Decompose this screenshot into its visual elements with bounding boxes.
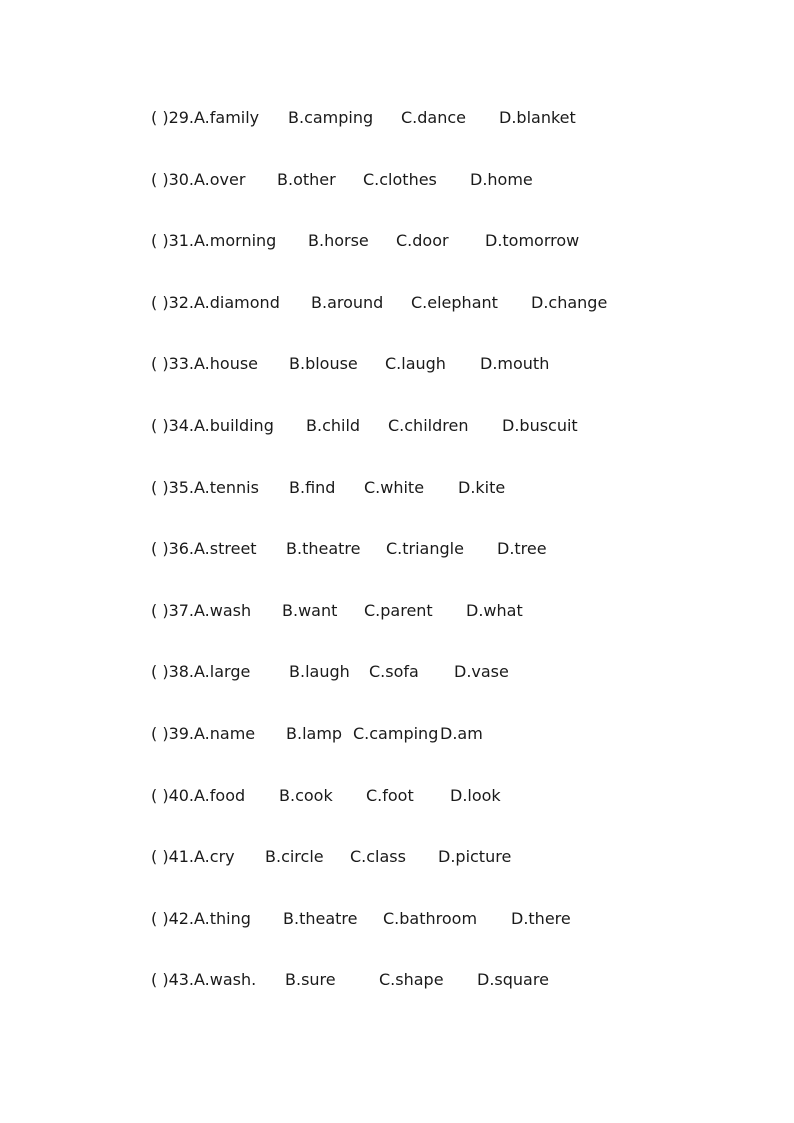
answer-option: D.buscuit [502,415,578,435]
answer-option: C.elephant [411,292,498,312]
answer-option: D.tree [497,539,547,559]
answer-option: D.mouth [480,354,550,374]
question-row [151,845,751,907]
answer-option: B.horse [308,231,369,251]
answer-option: B.other [277,169,336,189]
question-stem: ( )38.A.large [151,662,251,682]
question-row [151,722,751,784]
answer-option: C.foot [366,785,414,805]
question-row [151,414,751,476]
answer-option: C.shape [379,970,444,990]
answer-option: B.circle [265,847,324,867]
answer-option: D.look [450,785,501,805]
answer-option: D.change [531,292,608,312]
answer-option: D.there [511,908,571,928]
answer-option: B.theatre [283,908,358,928]
answer-option: C.dance [401,108,466,127]
question-stem: ( )40.A.food [151,785,246,805]
question-row [151,352,751,414]
answer-option: D.tomorrow [485,231,580,251]
answer-option: C.white [364,477,425,497]
question-stem: ( )35.A.tennis [151,477,259,497]
question-row [151,660,751,722]
answer-option: C.triangle [386,539,464,559]
question-stem: ( )42.A.thing [151,908,251,928]
answer-option: B.lamp [286,723,343,743]
question-stem: ( )29.A.family [151,108,260,127]
answer-option: B.theatre [286,539,361,559]
question-stem: ( )32.A.diamond [151,292,280,312]
answer-option: C.clothes [363,169,437,189]
question-row [151,291,751,353]
answer-option: D.picture [438,847,512,867]
answer-option: D.what [466,600,523,620]
question-stem: ( )39.A.name [151,723,256,743]
question-stem: ( )43.A.wash. [151,970,257,990]
answer-option: B.find [289,477,336,497]
answer-option: C.class [350,847,406,867]
answer-option: C.bathroom [383,908,478,928]
question-stem: ( )34.A.building [151,415,274,435]
question-row [151,476,751,538]
question-stem: ( )37.A.wash [151,600,252,620]
question-stem: ( )33.A.house [151,354,259,374]
answer-option: B.laugh [289,662,350,682]
answer-option: B.child [306,415,361,435]
answer-option: D.kite [458,477,506,497]
answer-option: D.am [440,723,483,743]
answer-option: C.camping [353,723,439,743]
answer-option: B.sure [285,970,336,990]
question-stem: ( )31.A.morning [151,231,277,251]
answer-option: C.laugh [385,354,446,374]
answer-option: D.square [477,970,549,990]
question-row [151,106,751,168]
question-row [151,599,751,661]
answer-option: B.camping [288,108,374,127]
answer-option: C.door [396,231,449,251]
question-row [151,537,751,599]
answer-option: C.children [388,415,469,435]
question-row [151,229,751,291]
answer-option: C.sofa [369,662,419,682]
answer-option: B.want [282,600,338,620]
question-row [151,168,751,230]
answer-option: D.home [470,169,533,189]
question-row [151,784,751,846]
question-stem: ( )30.A.over [151,169,246,189]
answer-option: B.blouse [289,354,358,374]
question-stem: ( )41.A.cry [151,847,235,867]
answer-option: B.around [311,292,384,312]
question-row [151,907,751,969]
answer-option: C.parent [364,600,433,620]
answer-option: D.vase [454,662,509,682]
question-stem: ( )36.A.street [151,539,257,559]
question-list [151,106,751,1030]
question-row [151,968,751,1030]
answer-option: D.blanket [499,108,576,127]
answer-option: B.cook [279,785,333,805]
